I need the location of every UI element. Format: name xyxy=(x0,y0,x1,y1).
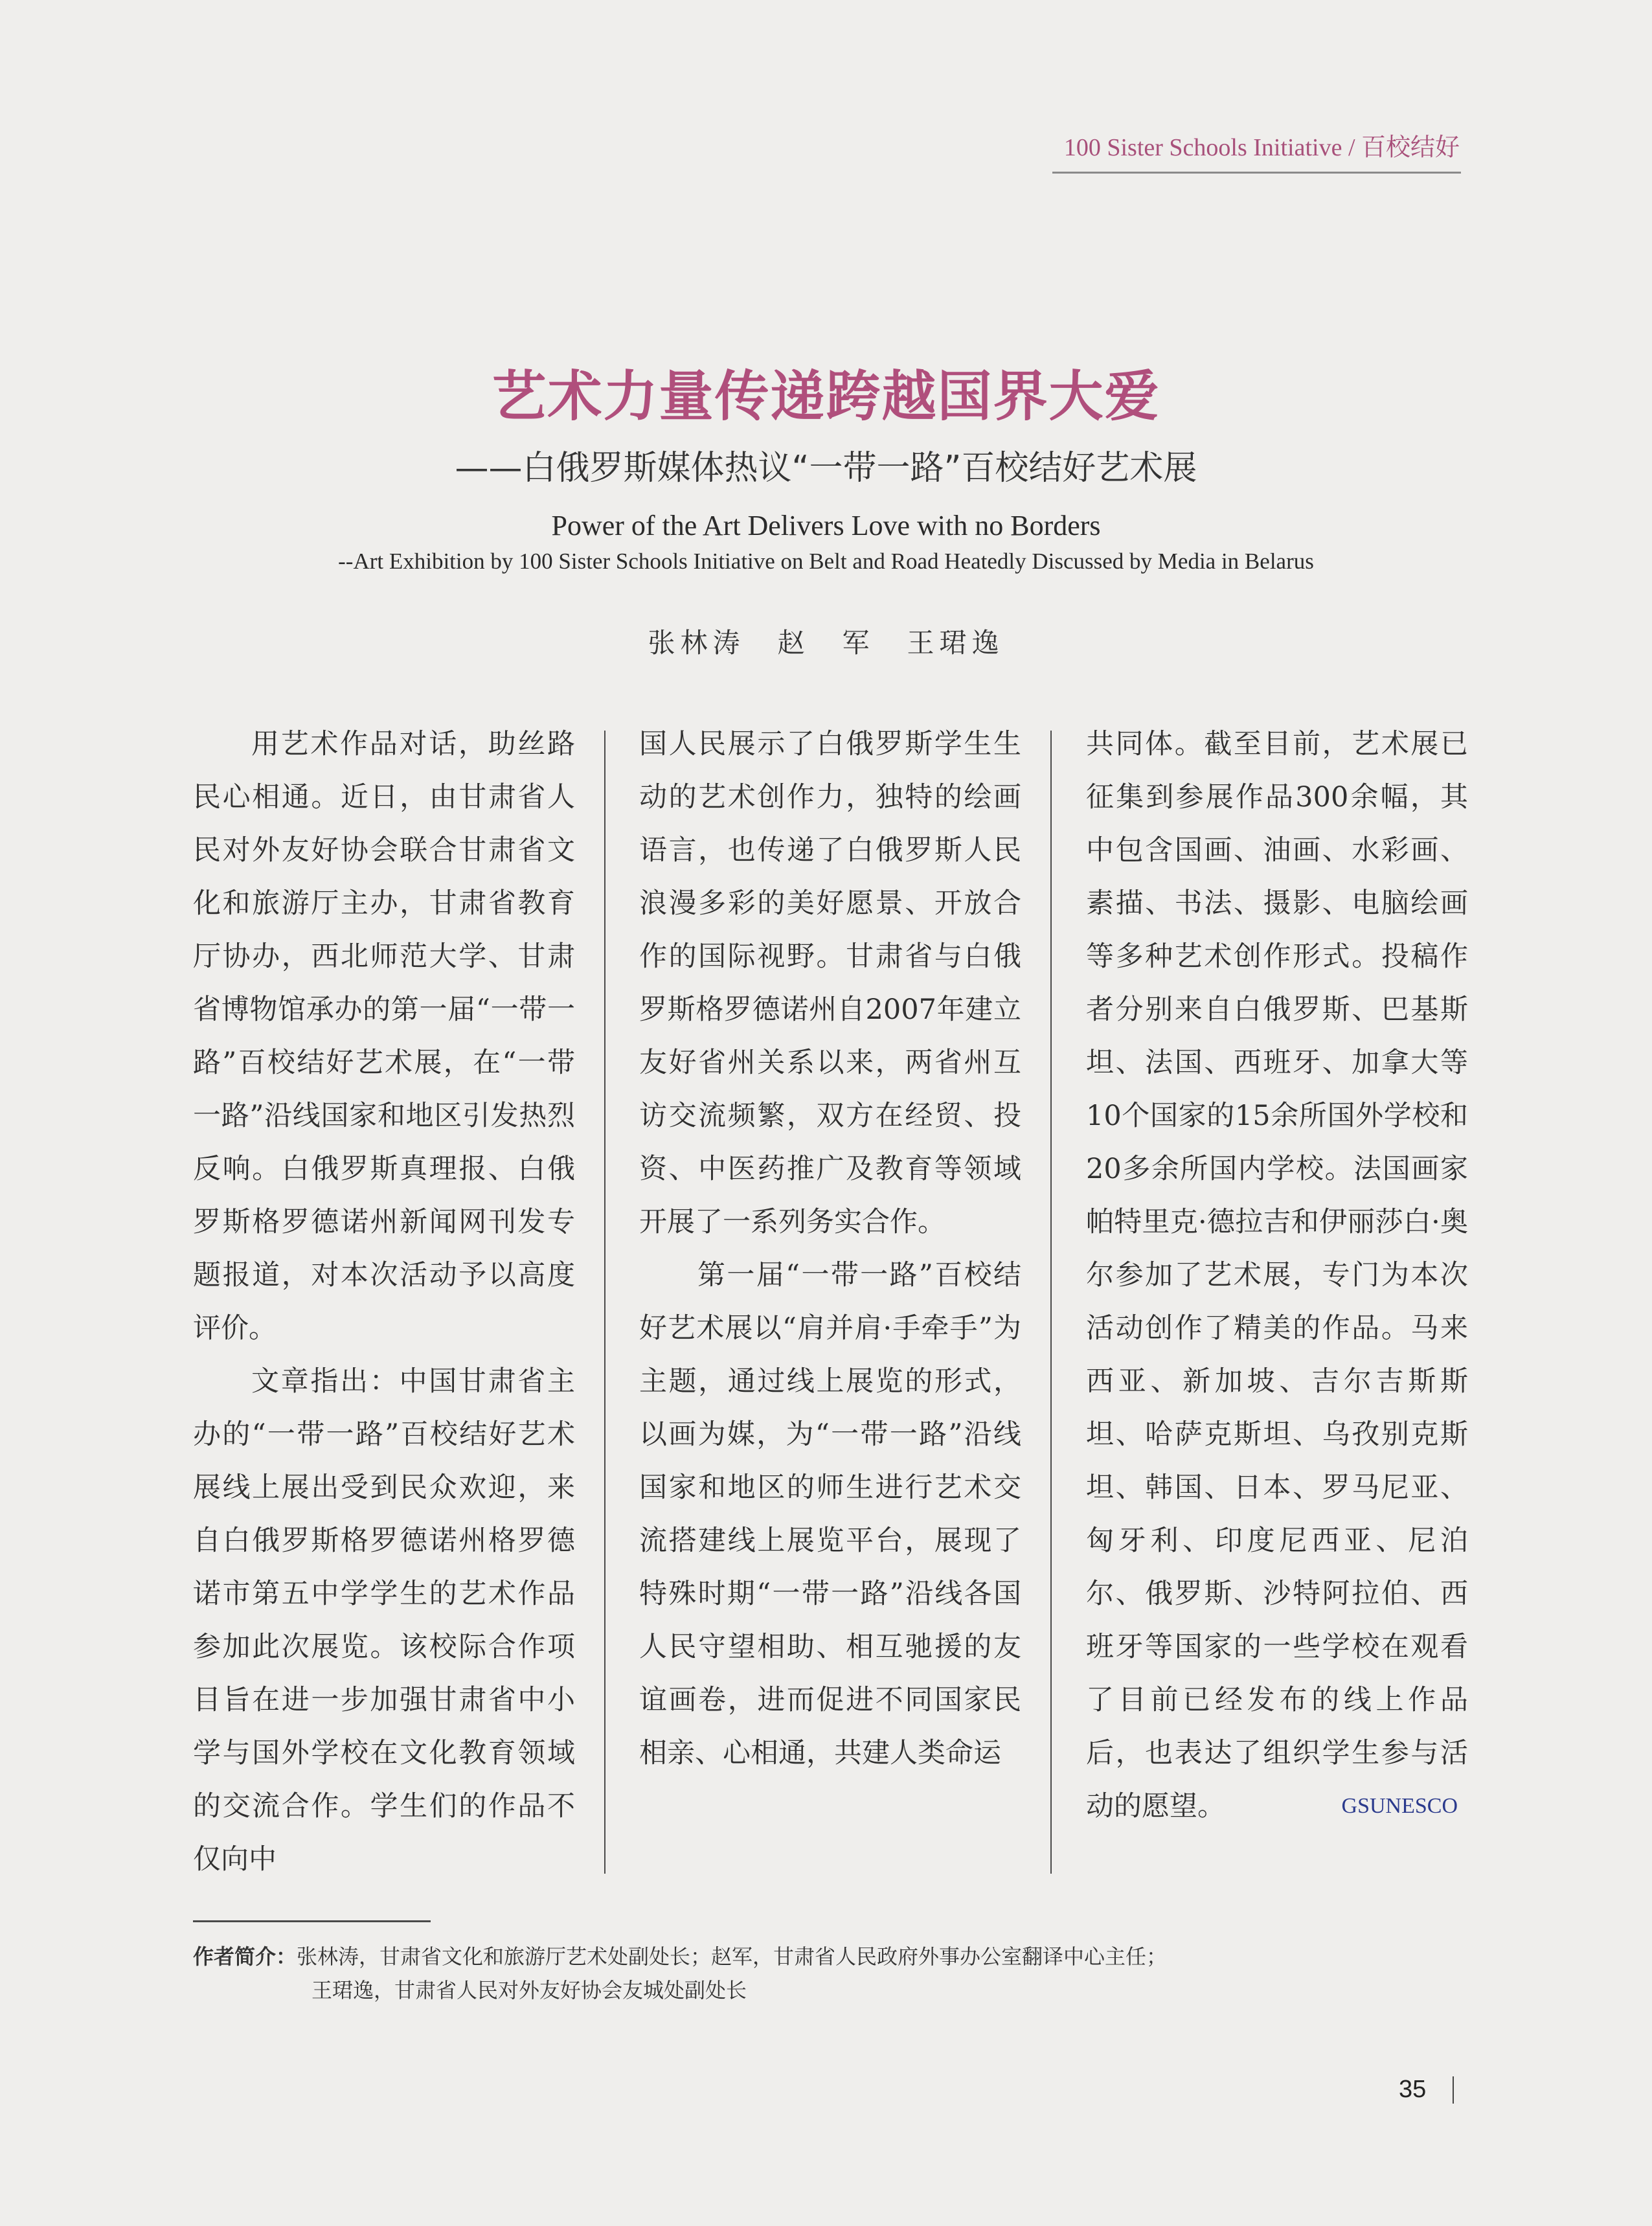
english-title: Power of the Art Delivers Love with no Borders xyxy=(551,510,1101,541)
paragraph-2-continued: 国人民展示了白俄罗斯学生生动的艺术创作力，独特的绘画语言，也传递了白俄罗斯人民浪漫多彩的美好愿景、开放合作的国际视野。甘肃省与白俄罗斯格罗德诺州自2007年建立友好省州关系以来，两省州互访交流频繁，双方在经贸、投资、中医药推广及教育等领域开展了一系列务实合作。 xyxy=(639,728,1021,1238)
text-column-3 xyxy=(1086,718,1468,1877)
page-number: 35 xyxy=(1399,2076,1427,2103)
footnote-line-2: 王珺逸，甘肃省人民对外友好协会友城处副处长 xyxy=(311,1978,747,2003)
paragraph-3-continued-text: 共同体。截至目前，艺术展已征集到参展作品300余幅，其中包含国画、油画、水彩画、素描、书法、摄影、电脑绘画等多种艺术创作形式。投稿作者分别来自白俄罗斯、巴基斯坦、法国、西班牙、加拿大等10个国家的15余所国外学校和20多余所国内学校。法国画家帕特里克·德拉吉和伊丽莎白·奥尔参加了艺术展，专门为本次活动创作了精美的作品。马来西亚、新加坡、吉尔吉斯斯坦、哈萨克斯坦、乌孜别克斯坦、韩国、日本、罗马尼亚、匈牙利、印度尼西亚、尼泊尔、俄罗斯、沙特阿拉伯、西班牙等国家的一些学校在观看了目前已经发布的线上作品后，也表达了组织学生参与活动的愿望。 xyxy=(1086,728,1468,1823)
author-bio-footnote xyxy=(193,1940,1475,2007)
page-number-tick xyxy=(1453,2076,1454,2104)
paragraph-3: 第一届“一带一路”百校结好艺术展以“肩并肩·手牵手”为主题，通过线上展览的形式，以画为媒，为“一带一路”沿线国家和地区的师生进行艺术交流搭建线上展览平台，展现了特殊时期“一带一路”沿线各国人民守望相助、相互驰援的友谊画卷，进而促进不同国家民相亲、心相通，共建人类命运 xyxy=(639,1259,1021,1769)
footnote-line-1: 张林涛，甘肃省文化和旅游厅艺术处副处长；赵军，甘肃省人民政府外事办公室翻译中心主任； xyxy=(297,1944,1168,1969)
article-subtitle: ——白俄罗斯媒体热议“一带一路”百校结好艺术展 xyxy=(455,449,1197,488)
column-divider xyxy=(1050,731,1052,1874)
column-divider xyxy=(604,731,605,1874)
footnote-label: 作者简介： xyxy=(193,1944,297,1969)
author-line: 张林涛 赵 军 王珺逸 xyxy=(648,627,1004,659)
paragraph-3-continued xyxy=(1086,718,1468,1833)
english-subtitle: --Art Exhibition by 100 Sister Schools Initiative on Belt and Road Heatedly Discussed by Media in Belarus xyxy=(338,549,1314,574)
running-head: 100 Sister Schools Initiative / 百校结好 xyxy=(1052,127,1461,174)
paragraph-1: 用艺术作品对话，助丝路民心相通。近日，由甘肃省人民对外友好协会联合甘肃省文化和旅游厅主办，甘肃省教育厅协办，西北师范大学、甘肃省博物馆承办的第一届“一带一路”百校结好艺术展，在“一带一路”沿线国家和地区引发热烈反响。白俄罗斯真理报、白俄罗斯格罗德诺州新闻网刊发专题报道，对本次活动予以高度评价。 xyxy=(193,728,575,1345)
footnote-divider xyxy=(193,1920,431,1922)
text-column-2 xyxy=(639,718,1021,1877)
signature: GSUNESCO xyxy=(1341,1794,1458,1818)
paragraph-2: 文章指出：中国甘肃省主办的“一带一路”百校结好艺术展线上展出受到民众欢迎，来自白俄罗斯格罗德诺州格罗德诺市第五中学学生的艺术作品参加此次展览。该校际合作项目旨在进一步加强甘肃省中小学与国外学校在文化教育领域的交流合作。学生们的作品不仅向中 xyxy=(193,1365,575,1876)
article-title: 艺术力量传递跨越国界大爱 xyxy=(492,364,1160,428)
text-column-1 xyxy=(193,718,575,1877)
